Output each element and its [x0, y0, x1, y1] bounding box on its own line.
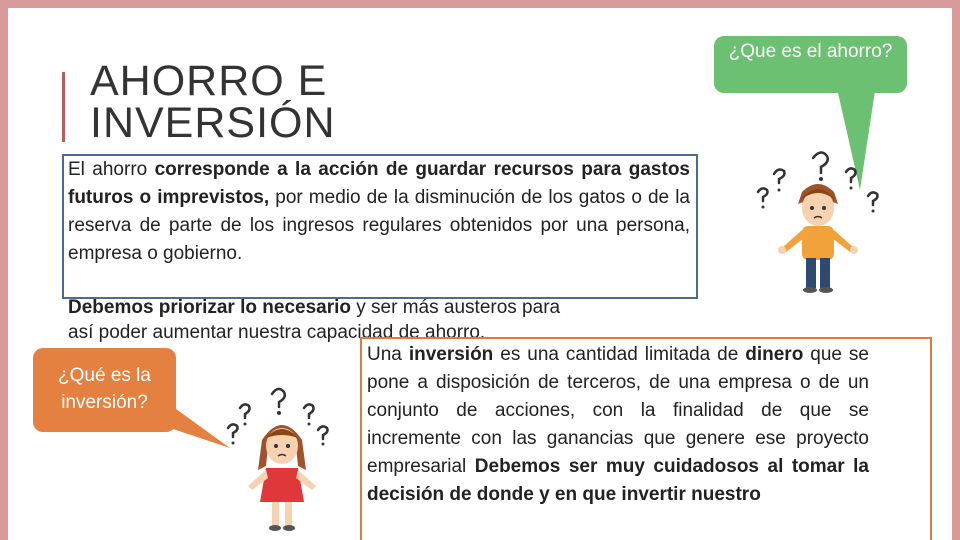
investment-definition — [367, 341, 869, 509]
savings-question-bubble: ¿Que es el ahorro? — [714, 36, 907, 93]
title-line-2: INVERSIÓN — [90, 99, 336, 147]
savings-text-1: El ahorro — [68, 159, 155, 180]
page-title — [90, 57, 336, 147]
confused-boy-illustration — [746, 144, 886, 294]
slide — [8, 8, 952, 540]
investment-text-bold-2: dinero — [745, 344, 804, 365]
confused-girl-illustration — [222, 380, 342, 540]
investment-text-1: Una — [367, 344, 409, 365]
savings-note-last: así poder aumentar nuestra capacidad de ahorro. — [68, 322, 486, 343]
savings-note-bold: Debemos priorizar lo necesario — [68, 297, 351, 318]
investment-question-bubble: ¿Qué es la inversión? — [33, 348, 176, 432]
savings-text-2: por medio de la disminución de los gatos o de la reserva de parte de los ingresos regulares obtenidos por una persona, empresa o gobierno. — [68, 187, 690, 264]
savings-text-bold: corresponde a la acción de guardar recursos para gastos futuros o imprevistos, — [68, 159, 690, 208]
title-accent-bar — [62, 72, 65, 142]
investment-text-bold-1: inversión — [408, 344, 494, 365]
investment-text-3: que se pone a disposición de terceros, de una empresa o de un conjunto de acciones, con la finalidad de que se incremente con las ganancias que genere ese proyecto empresarial — [367, 344, 869, 477]
title-line-1: AHORRO E — [90, 57, 328, 105]
savings-definition — [68, 156, 690, 268]
investment-text-bold-3: Debemos ser muy cuidadosos al tomar la decisión de donde y en que invertir nuestro — [367, 456, 869, 505]
investment-text-2: es una cantidad limitada de — [493, 344, 746, 365]
savings-note-rest: y ser más austeros para — [351, 297, 561, 318]
